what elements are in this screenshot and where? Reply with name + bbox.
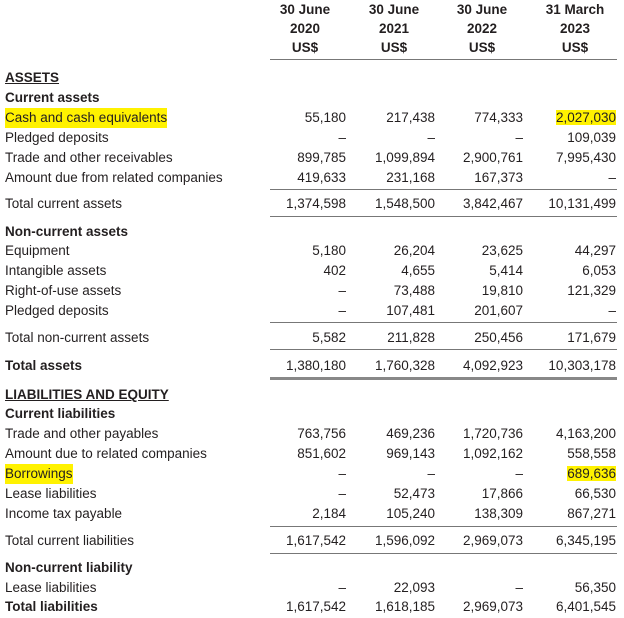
row-value [345, 128, 435, 148]
row-label: Cash and cash equivalents [5, 108, 167, 128]
row-value [345, 108, 435, 128]
cell-text: – [515, 130, 523, 145]
row-value [345, 281, 435, 301]
row-value [526, 328, 616, 348]
row-value [433, 108, 523, 128]
cell-text: – [515, 580, 523, 595]
column-header-line1: 30 June [279, 2, 331, 17]
cell-text: 1,617,542 [285, 599, 346, 614]
cell-text: – [608, 170, 616, 185]
table-row [0, 424, 624, 444]
cell-text: 171,679 [567, 330, 616, 345]
row-label: Equipment [5, 243, 70, 258]
table-row [0, 404, 624, 424]
row-value [256, 597, 346, 617]
cell-text: 1,760,328 [374, 358, 435, 373]
row-value [526, 261, 616, 281]
cell-text: 7,995,430 [555, 150, 616, 165]
row-label: Total non-current assets [5, 330, 150, 345]
row-value [526, 356, 616, 376]
row-value [433, 328, 523, 348]
cell-text: 1,720,736 [462, 426, 523, 441]
row-value [345, 194, 435, 214]
table-row [0, 464, 624, 484]
divider [270, 322, 617, 323]
divider [270, 553, 617, 554]
row-value [433, 464, 523, 484]
row-value [526, 484, 616, 504]
cell-text: 5,582 [312, 330, 346, 345]
row-value [256, 301, 346, 321]
row-value [433, 444, 523, 464]
row-value [526, 301, 616, 321]
cell-text: 4,163,200 [555, 426, 616, 441]
column-header-line1: 31 March [545, 2, 605, 17]
row-value [433, 148, 523, 168]
row-value [345, 578, 435, 598]
table-row [0, 356, 624, 376]
row-value [345, 261, 435, 281]
row-value [433, 531, 523, 551]
row-value [526, 531, 616, 551]
row-label: Pledged deposits [5, 130, 109, 145]
cell-text: 52,473 [393, 486, 435, 501]
row-label: ASSETS [5, 70, 60, 85]
row-label: Total current liabilities [5, 533, 135, 548]
table-row [0, 128, 624, 148]
row-label: Trade and other receivables [5, 150, 173, 165]
table-row [0, 558, 624, 578]
row-value [526, 504, 616, 524]
cell-text: 6,345,195 [555, 533, 616, 548]
row-value [256, 108, 346, 128]
row-value [526, 578, 616, 598]
cell-text: 851,602 [297, 446, 346, 461]
row-value [433, 241, 523, 261]
table-row [0, 484, 624, 504]
row-value [256, 531, 346, 551]
row-label: Trade and other payables [5, 426, 159, 441]
row-value [345, 531, 435, 551]
cell-text: – [338, 130, 346, 145]
cell-text: – [608, 303, 616, 318]
cell-text: 56,350 [574, 580, 616, 595]
table-row [0, 194, 624, 214]
cell-text: 2,969,073 [462, 599, 523, 614]
row-value [526, 194, 616, 214]
column-header-unit: US$ [291, 40, 319, 55]
cell-text: – [515, 466, 523, 481]
row-label: Non-current assets [5, 224, 129, 239]
cell-text: 1,374,598 [285, 196, 346, 211]
cell-text: 4,092,923 [462, 358, 523, 373]
row-value [256, 356, 346, 376]
column-header-line1: 30 June [456, 2, 508, 17]
cell-text: 469,236 [386, 426, 435, 441]
table-row [0, 241, 624, 261]
row-value [345, 148, 435, 168]
cell-text: 26,204 [393, 243, 435, 258]
cell-text: – [338, 466, 346, 481]
column-header-line2: 2021 [378, 21, 410, 36]
row-value [256, 504, 346, 524]
row-value [433, 281, 523, 301]
column-header-line2: 2020 [289, 21, 321, 36]
row-value [433, 261, 523, 281]
table-row [0, 301, 624, 321]
cell-text: 867,271 [567, 506, 616, 521]
row-value [256, 241, 346, 261]
cell-text: 211,828 [387, 330, 435, 345]
divider [270, 216, 617, 217]
cell-text: 23,625 [481, 243, 523, 258]
cell-text: 138,309 [474, 506, 523, 521]
row-value [256, 424, 346, 444]
table-row [0, 68, 624, 88]
cell-text: 44,297 [574, 243, 616, 258]
row-label: Income tax payable [5, 506, 123, 521]
row-value [256, 328, 346, 348]
row-value [345, 328, 435, 348]
cell-text: 167,373 [474, 170, 523, 185]
row-value [256, 128, 346, 148]
table-row [0, 531, 624, 551]
row-value [433, 597, 523, 617]
table-row [0, 597, 624, 617]
row-value [256, 464, 346, 484]
cell-text: 250,456 [474, 330, 523, 345]
row-label: Amount due from related companies [5, 170, 223, 185]
row-label: Non-current liability [5, 560, 133, 575]
cell-text: 4,655 [401, 263, 435, 278]
cell-text: 1,618,185 [374, 599, 435, 614]
cell-text: 1,617,542 [285, 533, 346, 548]
row-value [256, 168, 346, 188]
cell-text: 2,900,761 [462, 150, 523, 165]
row-label: Right-of-use assets [5, 283, 122, 298]
cell-text: – [338, 303, 346, 318]
row-value [526, 444, 616, 464]
row-value [526, 281, 616, 301]
row-value [433, 504, 523, 524]
cell-text: 201,607 [474, 303, 523, 318]
column-header [260, 0, 350, 57]
table-row [0, 328, 624, 348]
cell-text: 6,053 [582, 263, 616, 278]
cell-text: 10,303,178 [548, 358, 616, 373]
cell-text: 1,548,500 [374, 196, 435, 211]
cell-text: 107,481 [386, 303, 435, 318]
row-value [256, 484, 346, 504]
table-row [0, 148, 624, 168]
cell-text: 2,027,030 [555, 110, 616, 125]
row-value [345, 484, 435, 504]
cell-text: 774,333 [474, 110, 523, 125]
table-row [0, 444, 624, 464]
row-value [345, 241, 435, 261]
cell-text: 969,143 [386, 446, 435, 461]
table-row [0, 385, 624, 405]
row-value [345, 597, 435, 617]
row-value [526, 108, 616, 128]
column-header-line1: 30 June [368, 2, 420, 17]
divider [270, 377, 617, 380]
column-header-line2: 2023 [559, 21, 591, 36]
divider [270, 189, 617, 190]
column-header-unit: US$ [468, 40, 496, 55]
cell-text: 558,558 [567, 446, 616, 461]
cell-text: 231,168 [386, 170, 435, 185]
cell-text: 402 [323, 263, 346, 278]
cell-text: 899,785 [297, 150, 346, 165]
table-row [0, 168, 624, 188]
row-value [526, 597, 616, 617]
table-row [0, 88, 624, 108]
row-value [345, 444, 435, 464]
cell-text: 66,530 [574, 486, 616, 501]
cell-text: – [338, 283, 346, 298]
row-label: Lease liabilities [5, 486, 97, 501]
cell-text: 109,039 [567, 130, 616, 145]
row-value [345, 464, 435, 484]
row-value [433, 424, 523, 444]
row-value [433, 356, 523, 376]
cell-text: 419,633 [297, 170, 346, 185]
row-label: Total liabilities [5, 599, 98, 614]
table-row [0, 261, 624, 281]
row-label: Current liabilities [5, 406, 116, 421]
cell-text: 1,099,894 [374, 150, 435, 165]
cell-text: 217,438 [386, 110, 435, 125]
table-row [0, 108, 624, 128]
row-value [345, 301, 435, 321]
row-value [433, 578, 523, 598]
row-value [345, 356, 435, 376]
cell-text: 105,240 [386, 506, 435, 521]
divider [270, 349, 617, 350]
column-header-unit: US$ [380, 40, 408, 55]
row-value [256, 194, 346, 214]
cell-text: – [427, 130, 435, 145]
row-value [526, 128, 616, 148]
column-header [530, 0, 620, 57]
row-label: Pledged deposits [5, 303, 109, 318]
column-header [437, 0, 527, 57]
row-value [345, 424, 435, 444]
row-value [256, 281, 346, 301]
cell-text: – [427, 466, 435, 481]
row-label: Total current assets [5, 196, 123, 211]
row-label: Current assets [5, 90, 100, 105]
row-label: Borrowings [5, 464, 73, 484]
row-value [433, 484, 523, 504]
cell-text: 2,969,073 [462, 533, 523, 548]
divider [270, 59, 617, 60]
row-label: Intangible assets [5, 263, 107, 278]
cell-text: 22,093 [393, 580, 435, 595]
row-label: Amount due to related companies [5, 446, 207, 461]
cell-text: 10,131,499 [548, 196, 616, 211]
cell-text: – [338, 580, 346, 595]
row-value [433, 301, 523, 321]
table-row [0, 578, 624, 598]
cell-text: 1,380,180 [285, 358, 346, 373]
row-value [526, 168, 616, 188]
row-label: LIABILITIES AND EQUITY [5, 387, 169, 402]
cell-text: 73,488 [393, 283, 435, 298]
row-value [433, 128, 523, 148]
cell-text: 1,092,162 [462, 446, 523, 461]
divider [270, 526, 617, 527]
cell-text: 3,842,467 [462, 196, 523, 211]
cell-text: 5,414 [489, 263, 523, 278]
cell-text: 55,180 [304, 110, 346, 125]
row-value [256, 148, 346, 168]
column-header [349, 0, 439, 57]
row-value [256, 261, 346, 281]
column-header-line2: 2022 [466, 21, 498, 36]
row-value [526, 148, 616, 168]
row-value [433, 194, 523, 214]
cell-text: 2,184 [312, 506, 346, 521]
column-header-unit: US$ [561, 40, 589, 55]
cell-text: – [338, 486, 346, 501]
row-value [526, 464, 616, 484]
cell-text: 121,329 [567, 283, 616, 298]
row-value [256, 444, 346, 464]
table-row [0, 504, 624, 524]
cell-text: 5,180 [312, 243, 346, 258]
row-value [526, 424, 616, 444]
table-row [0, 281, 624, 301]
row-value [256, 578, 346, 598]
row-value [345, 168, 435, 188]
cell-text: 6,401,545 [555, 599, 616, 614]
cell-text: 689,636 [567, 466, 616, 481]
row-label: Total assets [5, 358, 83, 373]
row-label: Lease liabilities [5, 580, 97, 595]
row-value [433, 168, 523, 188]
row-value [345, 504, 435, 524]
cell-text: 1,596,092 [374, 533, 435, 548]
cell-text: 19,810 [481, 283, 523, 298]
cell-text: 17,866 [481, 486, 523, 501]
row-value [526, 241, 616, 261]
cell-text: 763,756 [297, 426, 346, 441]
table-row [0, 222, 624, 242]
